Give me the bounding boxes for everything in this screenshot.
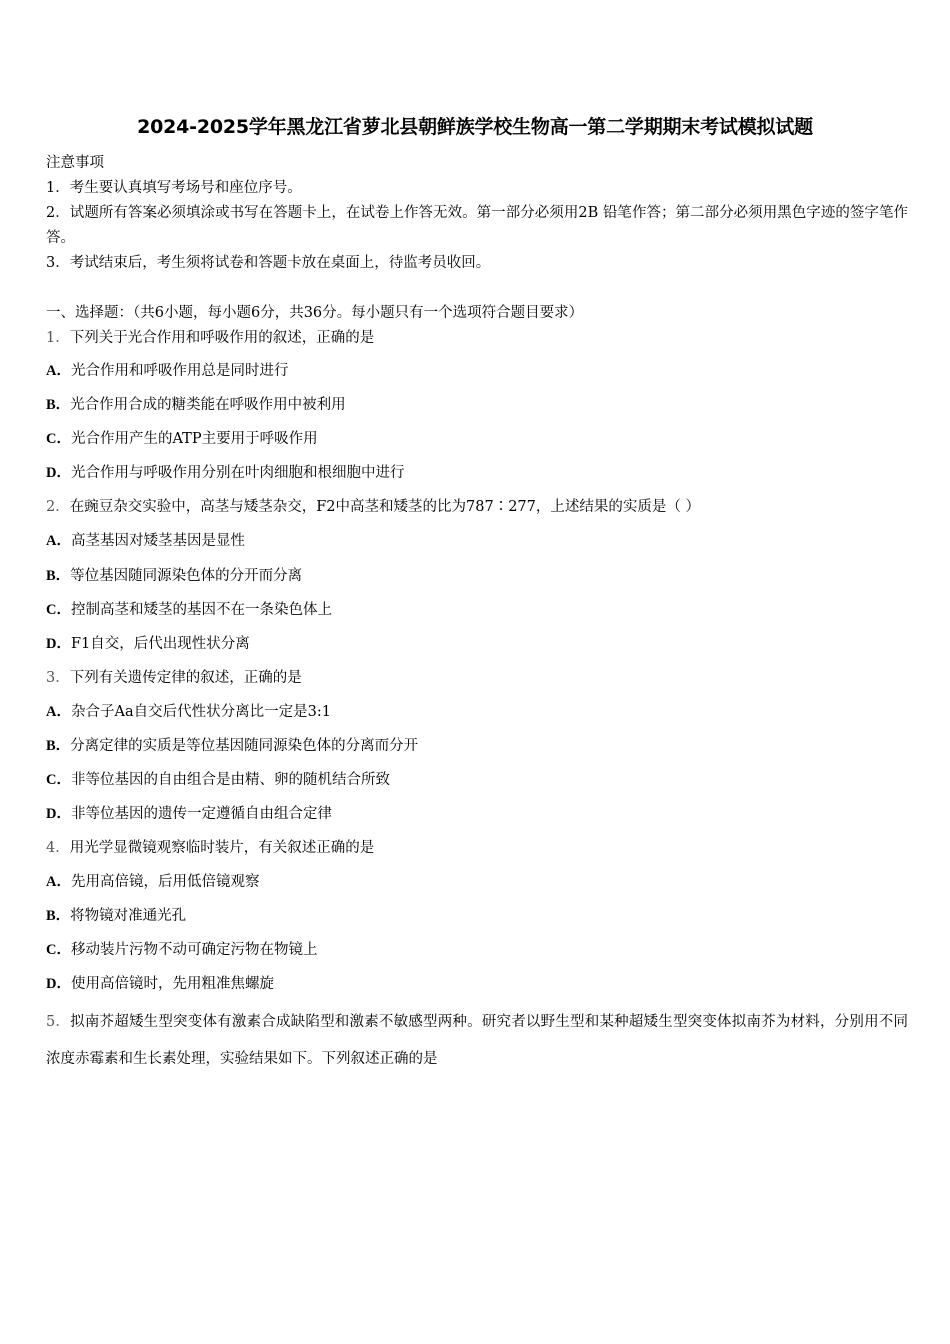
question-stem (46, 326, 374, 347)
option-letter: A． (46, 533, 71, 549)
question-number: 4． (46, 840, 70, 856)
option-letter: C． (46, 942, 71, 958)
question-text: 下列关于光合作用和呼吸作用的叙述，正确的是 (69, 330, 375, 346)
option (46, 768, 390, 789)
option-text: 将物镜对准通光孔 (70, 908, 187, 924)
question-number: 3． (46, 670, 70, 686)
option-text: 控制高茎和矮茎的基因不在一条染色体上 (70, 602, 332, 618)
option-letter: C． (46, 602, 71, 618)
notice-block (46, 151, 908, 276)
option-text: 移动装片污物不动可确定污物在物镜上 (70, 942, 318, 958)
option-letter: B． (46, 397, 71, 413)
option (46, 938, 317, 959)
option-text: 使用高倍镜时，先用粗准焦螺旋 (70, 976, 274, 992)
question-text: 在豌豆杂交实验中，高茎与矮茎杂交，F2中高茎和矮茎的比为787∶277，上述结果的实质是（ ） (69, 499, 700, 515)
option-text: 等位基因随同源染色体的分开而分离 (70, 568, 303, 584)
option (46, 427, 318, 448)
option (46, 564, 302, 585)
option-text: 分离定律的实质是等位基因随同源染色体的分离而分开 (70, 738, 419, 754)
notice-heading: 注意事项 (46, 155, 104, 171)
option-letter: A． (46, 704, 71, 720)
option-text: F1自交，后代出现性状分离 (70, 636, 250, 652)
option-letter: B． (46, 568, 71, 584)
option (46, 972, 274, 993)
page-title: 2024-2025学年黑龙江省萝北县朝鲜族学校生物高一第二学期期末考试模拟试题 (137, 116, 813, 138)
question-stem (46, 1004, 908, 1078)
option (46, 700, 331, 721)
question-number: 1． (46, 330, 70, 346)
option (46, 802, 332, 823)
option (46, 904, 186, 925)
option-text: 光合作用产生的ATP主要用于呼吸作用 (70, 431, 318, 447)
question-stem (46, 666, 302, 687)
option-letter: C． (46, 431, 71, 447)
question-text: 用光学显微镜观察临时装片，有关叙述正确的是 (69, 840, 375, 856)
question-number: 5． (46, 1014, 71, 1030)
option-letter: D． (46, 636, 71, 652)
option-letter: B． (46, 908, 71, 924)
option-letter: C． (46, 772, 71, 788)
notice-item: 1．考生要认真填写考场号和座位序号。 (46, 180, 302, 196)
option (46, 461, 404, 482)
option (46, 734, 418, 755)
option-text: 杂合子Aa自交后代性状分离比一定是3:1 (70, 704, 331, 720)
option-letter: B． (46, 738, 71, 754)
section-heading: 一、选择题：（共6小题，每小题6分，共36分。每小题只有一个选项符合题目要求） (46, 305, 584, 321)
option-letter: D． (46, 465, 71, 481)
option-text: 光合作用和呼吸作用总是同时进行 (70, 363, 289, 379)
question-stem (46, 836, 374, 857)
question-stem (46, 495, 700, 516)
option (46, 529, 245, 550)
question-number: 2． (46, 499, 70, 515)
option (46, 359, 288, 380)
option (46, 393, 346, 414)
option-letter: D． (46, 976, 71, 992)
option-text: 高茎基因对矮茎基因是显性 (70, 533, 245, 549)
option (46, 598, 332, 619)
notice-item: 2．试题所有答案必须填涂或书写在答题卡上，在试卷上作答无效。第一部分必须用2B 铅笔作答；第二部分必须用黑色字迹的签字笔作答。 (46, 205, 908, 246)
option-text: 光合作用与呼吸作用分别在叶肉细胞和根细胞中进行 (70, 465, 405, 481)
question-text: 拟南芥超矮生型突变体有激素合成缺陷型和激素不敏感型两种。研究者以野生型和某种超矮生型突变体拟南芥为材料，分别用不同浓度赤霉素和生长素处理，实验结果如下。下列叙述正确的是 (46, 1014, 908, 1067)
option-letter: A． (46, 363, 71, 379)
option-text: 非等位基因的自由组合是由精、卵的随机结合所致 (70, 772, 390, 788)
option-letter: A． (46, 874, 71, 890)
notice-item: 3．考试结束后，考生须将试卷和答题卡放在桌面上，待监考员收回。 (46, 255, 491, 271)
question-text: 下列有关遗传定律的叙述，正确的是 (69, 670, 302, 686)
option (46, 870, 259, 891)
option-text: 光合作用合成的糖类能在呼吸作用中被利用 (70, 397, 346, 413)
option (46, 632, 250, 653)
option-text: 先用高倍镜，后用低倍镜观察 (70, 874, 260, 890)
option-text: 非等位基因的遗传一定遵循自由组合定律 (70, 806, 332, 822)
option-letter: D． (46, 806, 71, 822)
